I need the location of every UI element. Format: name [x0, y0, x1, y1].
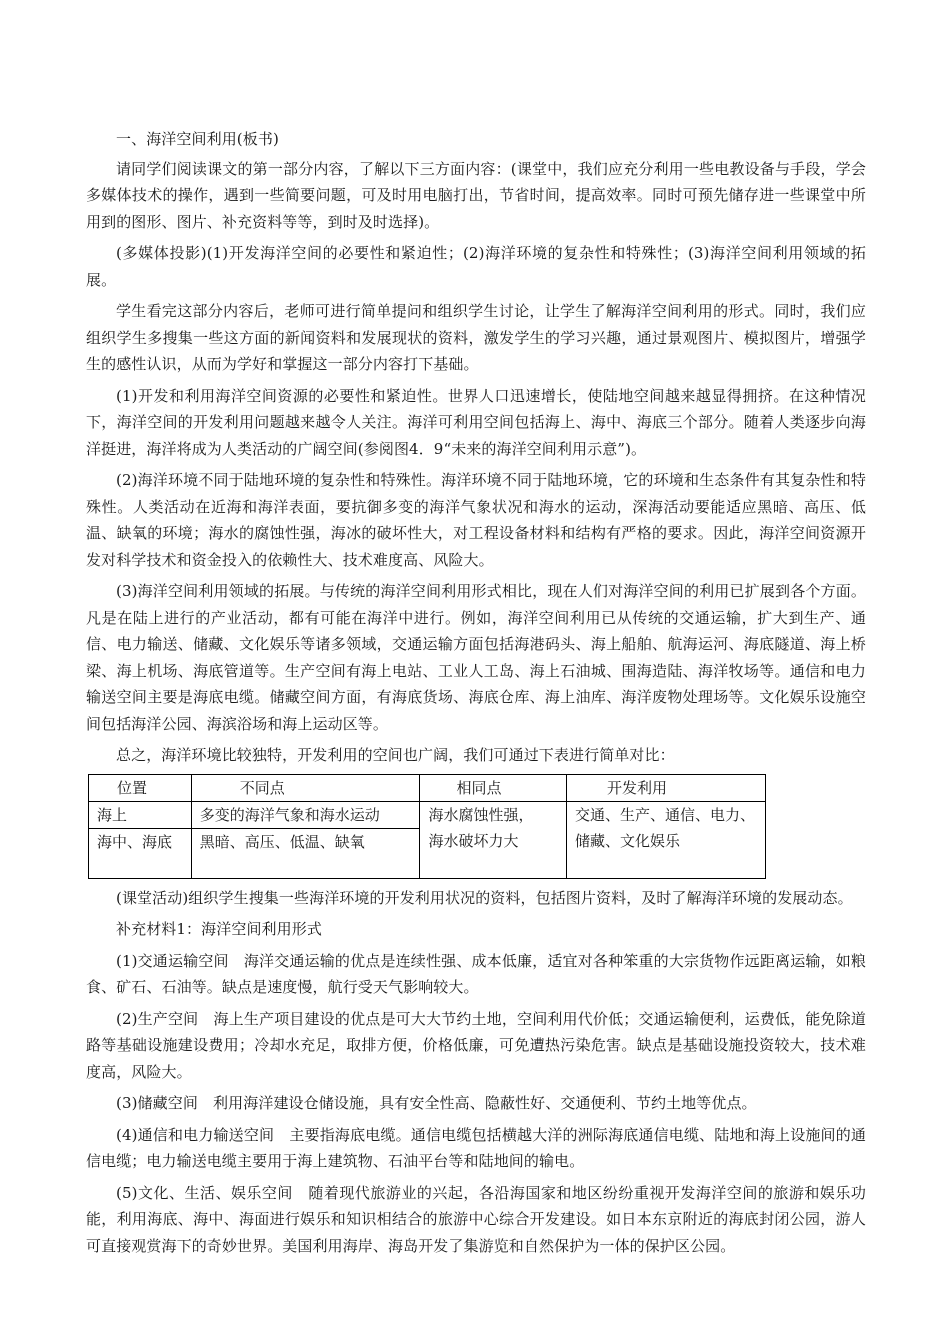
paragraph-transport-space: (1)交通运输空间 海洋交通运输的优点是连续性强、成本低廉，适宜对各种笨重的大宗货物作远距离运输，如粮食、矿石、石油等。缺点是速度慢，航行受天气影响较大。 [86, 951, 866, 996]
paragraph-multimedia-projection: (多媒体投影)(1)开发海洋空间的必要性和紧迫性；(2)海洋环境的复杂性和特殊性；(3)海洋空间利用领域的拓展。 [86, 244, 866, 289]
table-header-row [89, 774, 766, 801]
table-cell-same-line: 海水破坏力大 [428, 831, 519, 850]
paragraph-necessity: (1)开发和利用海洋空间资源的必要性和紧迫性。世界人口迅速增长，使陆地空间越来越显得拥挤。在这种情况下，海洋空间的开发利用问题越来越令人关注。海洋可利用空间包括海上、海中、海底三个部分。随着人类逐步向海洋挺进，海洋将成为人类活动的广阔空间(参阅图4．9“未来的海洋空间利用示意”)。 [86, 386, 866, 458]
table-header-use: 开发利用 [567, 774, 766, 801]
table-cell-same [420, 801, 567, 878]
table-cell-difference: 黑暗、高压、低温、缺氧 [191, 828, 420, 878]
table-cell-position: 海上 [89, 801, 192, 828]
table-cell-same-line: 海水腐蚀性强， [428, 805, 534, 824]
paragraph-storage-space: (3)储藏空间 利用海洋建设仓储设施，具有安全性高、隐蔽性好、交通便利、节约土地等优点。 [116, 1094, 757, 1112]
table-header-same: 相同点 [420, 774, 567, 801]
table-cell-difference: 多变的海洋气象和海水运动 [191, 801, 420, 828]
table-cell-use-line: 交通、生产、通信、电力、 [575, 805, 756, 824]
table-header-position: 位置 [89, 774, 192, 801]
table-row [89, 801, 766, 828]
paragraph-class-activity: (课堂活动)组织学生搜集一些海洋环境的开发利用状况的资料，包括图片资料，及时了解海洋环境的发展动态。 [116, 888, 853, 907]
section-heading: 一、海洋空间利用(板书) [116, 130, 279, 148]
supplement-title: 补充材料1：海洋空间利用形式 [116, 920, 322, 938]
table-cell-position: 海中、海底 [89, 828, 192, 878]
table-header-difference: 不同点 [191, 774, 420, 801]
paragraph-communication-space: (4)通信和电力输送空间 主要指海底电缆。通信电缆包括横越大洋的洲际海底通信电缆、陆地和海上设施间的通信电缆；电力输送电缆主要用于海上建筑物、石油平台等和陆地间的输电。 [86, 1125, 866, 1170]
paragraph-production-space: (2)生产空间 海上生产项目建设的优点是可大大节约土地，空间利用代价低；交通运输便利，运费低，能免除道路等基础设施建设费用；冷却水充足，取排方便，价格低廉，可免遭热污染危害。缺点是基础设施投资较大，技术难度高，风险大。 [86, 1009, 866, 1081]
paragraph-expansion: (3)海洋空间利用领域的拓展。与传统的海洋空间利用形式相比，现在人们对海洋空间的利用已扩展到各个方面。凡是在陆上进行的产业活动，都有可能在海洋中进行。例如，海洋空间利用已从传统的交通运输，扩大到生产、通信、电力输送、储藏、文化娱乐等诸多领域，交通运输方面包括海港码头、海上船舶、航海运河、海底隧道、海上桥梁、海上机场、海底管道等。生产空间有海上电站、工业人工岛、海上石油城、围海造陆、海洋牧场等。通信和电力输送空间主要是海底电缆。储藏空间方面，有海底货场、海底仓库、海上油库、海洋废物处理场等。文化娱乐设施空间包括海洋公园、海滨浴场和海上运动区等。 [86, 582, 866, 733]
paragraph-culture-space: (5)文化、生活、娱乐空间 随着现代旅游业的兴起，各沿海国家和地区纷纷重视开发海洋空间的旅游和娱乐功能，利用海底、海中、海面进行娱乐和知识相结合的旅游中心综合开发建设。如日本东京附近的海底封闭公园，游人可直接观赏海下的奇妙世界。美国利用海岸、海岛开发了集游览和自然保护为一体的保护区公园。 [86, 1183, 866, 1255]
paragraph-complexity: (2)海洋环境不同于陆地环境的复杂性和特殊性。海洋环境不同于陆地环境，它的环境和生态条件有其复杂性和特殊性。人类活动在近海和海洋表面，要抗御多变的海洋气象状况和海水的运动，深海活动要能适应黑暗、高压、低温、缺氧的环境；海水的腐蚀性强，海冰的破坏性大，对工程设备材料和结构有严格的要求。因此，海洋空间资源开发对科学技术和资金投入的依赖性大、技术难度高、风险大。 [86, 471, 866, 569]
paragraph-summary: 总之，海洋环境比较独特，开发利用的空间也广阔，我们可通过下表进行简单对比： [116, 746, 675, 764]
comparison-table [88, 774, 766, 879]
table-cell-use-line: 储藏、文化娱乐 [575, 831, 681, 850]
document-body [86, 126, 866, 1264]
paragraph-discussion: 学生看完这部分内容后，老师可进行简单提问和组织学生讨论，让学生了解海洋空间利用的形式。同时，我们应组织学生多搜集一些这方面的新闻资料和发展现状的资料，激发学生的学习兴趣，通过景观图片、模拟图片，增强学生的感性认识，从而为学好和掌握这一部分内容打下基础。 [86, 302, 866, 373]
table-cell-use [567, 801, 766, 878]
paragraph-reading-instruction: 请同学们阅读课文的第一部分内容，了解以下三方面内容：(课堂中，我们应充分利用一些电教设备与手段，学会多媒体技术的操作，遇到一些简要问题，可及时用电脑打出，节省时间，提高效率。同时可预先储存进一些课堂中所用到的图形、图片、补充资料等等，到时及时选择)。 [86, 159, 866, 231]
